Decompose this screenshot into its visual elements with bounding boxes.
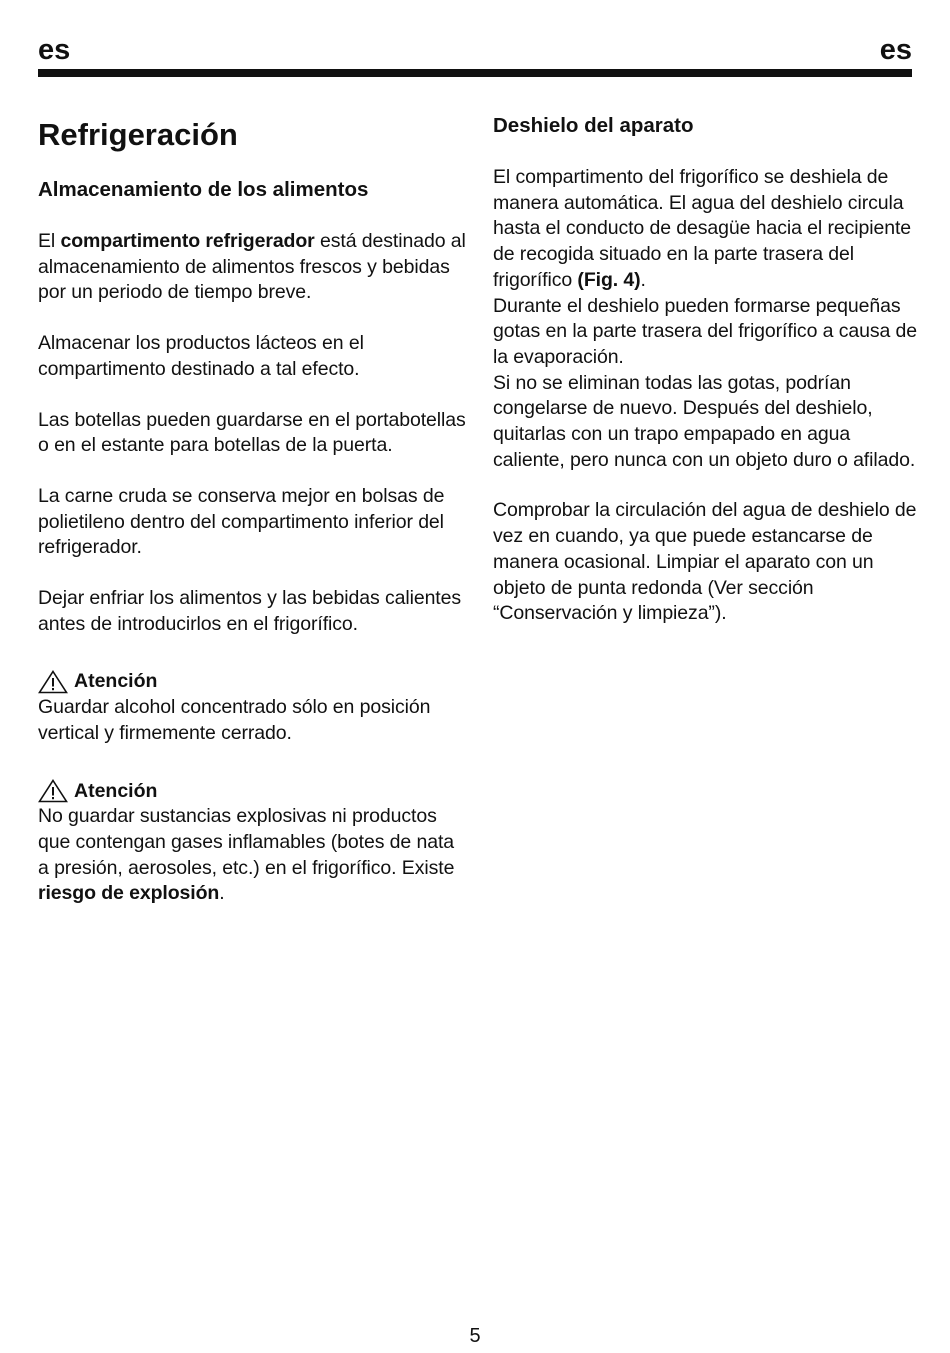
- left-column: [38, 110, 468, 935]
- text-span: El: [38, 230, 61, 252]
- paragraph-defrost-drops: Durante el deshielo pueden formarse pequeñas gotas en la parte trasera del frigorífico a causa de la evaporación.: [493, 294, 918, 368]
- text-span: El compartimento del frigorífico se deshiela de manera automática. El agua del deshielo circula hasta el conducto de desagüe hacia el recipiente de recogida situado en la parte trasera del frigorífico: [493, 166, 912, 291]
- paragraph-defrost-remove: Si no se eliminan todas las gotas, podrían congelarse de nuevo. Después del deshielo, quitarlas con un trapo empapado en agua caliente, pero nunca con un objeto duro o afilado.: [493, 371, 916, 471]
- paragraph-refrigerator-compartment: [38, 229, 468, 306]
- warning-alcohol: [38, 669, 468, 746]
- text-span: está destinado al almacenamiento de alimentos frescos y bebidas por un periodo de tiempo breve.: [38, 230, 466, 304]
- warning-triangle-icon: [38, 779, 68, 803]
- warning-title-text: Atención: [74, 779, 158, 802]
- header-language-left: es: [38, 34, 71, 66]
- paragraph-bottles: Las botellas pueden guardarse en el portabotellas o en el estante para botellas de la puerta.: [38, 408, 466, 457]
- section-title-storage: Almacenamiento de los alimentos: [38, 178, 369, 201]
- warning-title-text: Atención: [74, 670, 158, 693]
- section-title-defrost: Deshielo del aparato: [493, 114, 694, 137]
- text-span: .: [640, 268, 646, 291]
- warning-title: [38, 669, 468, 695]
- page-title: Refrigeración: [38, 117, 238, 152]
- warning-text: [38, 804, 468, 907]
- paragraph-raw-meat: La carne cruda se conserva mejor en bolsas de polietileno dentro del compartimento inferior del refrigerador.: [38, 484, 445, 559]
- page-number: 5: [469, 1325, 481, 1347]
- paragraph-defrost-auto: [493, 165, 918, 294]
- header-divider: [38, 69, 912, 77]
- warning-triangle-icon: [38, 670, 68, 694]
- warning-title: [38, 779, 468, 805]
- right-column: [493, 113, 918, 652]
- bold-term: compartimento refrigerador: [60, 230, 315, 252]
- text-span: .: [219, 882, 225, 905]
- text-span: No guardar sustancias explosivas ni productos que contengan gases inflamables (botes de nata a presión, aerosoles, etc.) en el frigorífico. Existe: [38, 805, 455, 879]
- bold-term: riesgo de explosión: [38, 882, 220, 905]
- warning-explosives: [38, 779, 468, 908]
- paragraph-cooling: Dejar enfriar los alimentos y las bebidas calientes antes de introducirlos en el frigorífico.: [38, 587, 462, 635]
- warning-text: Guardar alcohol concentrado sólo en posición vertical y firmemente cerrado.: [38, 696, 431, 744]
- paragraph-dairy: Almacenar los productos lácteos en el compartimento destinado a tal efecto.: [38, 332, 364, 380]
- paragraph-defrost-check: Comprobar la circulación del agua de deshielo de vez en cuando, ya que puede estancarse de manera ocasional. Limpiar el aparato con un objeto de punta redonda (Ver sección “Conservación y limpieza”).: [493, 499, 917, 625]
- figure-reference: (Fig. 4): [577, 268, 641, 291]
- header-language-right: es: [879, 34, 912, 66]
